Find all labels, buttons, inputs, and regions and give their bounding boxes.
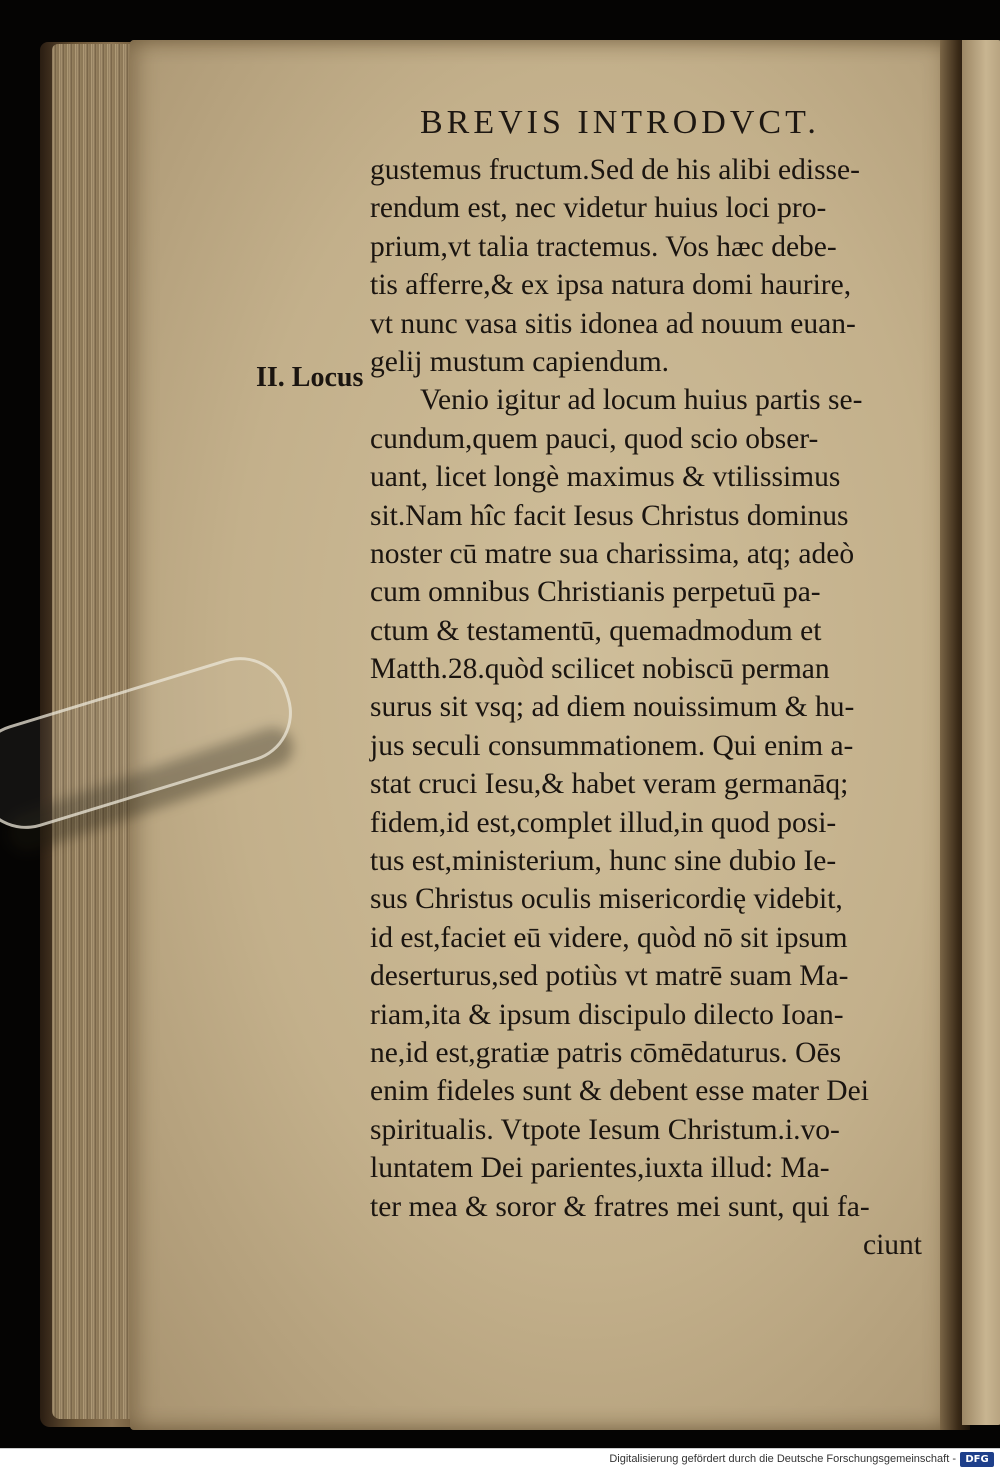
- catchword: ciunt: [863, 1228, 922, 1261]
- text-line: ctum & testamentū, quemadmodum et: [370, 614, 822, 647]
- text-line: luntatem Dei parientes,iuxta illud: Ma-: [370, 1152, 830, 1185]
- text-line: gelij mustum capiendum.: [370, 345, 670, 378]
- text-line: cundum,quem pauci, quod scio obser-: [370, 422, 819, 455]
- text-line: tis afferre,& ex ipsa natura domi haurire,: [370, 269, 852, 302]
- text-line: rendum est, nec videtur huius loci pro-: [370, 192, 827, 225]
- text-line: prium,vt talia tractemus. Vos hæc debe-: [370, 230, 837, 263]
- text-line: enim fideles sunt & debent esse mater Dei: [370, 1075, 869, 1108]
- text-line: id est,faciet eū videre, quòd nō sit ipsum: [370, 921, 848, 954]
- text-line: Matth.28.quòd scilicet nobiscū perman: [370, 653, 830, 686]
- text-line: vt nunc vasa sitis idonea ad nouum euan-: [370, 307, 856, 340]
- digitization-footer: [0, 1448, 1000, 1471]
- text-line: Venio igitur ad locum huius partis se-: [420, 384, 863, 417]
- text-line: sit.Nam hîc facit Iesus Christus dominus: [370, 499, 849, 532]
- footer-credit: Digitalisierung gefördert durch die Deutsche Forschungsgemeinschaft -: [609, 1453, 956, 1465]
- facing-page-edge: [962, 40, 1000, 1425]
- text-line: sus Christus oculis misericordię videbit,: [370, 883, 843, 916]
- text-line: noster cū matre sua charissima, atq; adeò: [370, 537, 855, 570]
- text-line: ne,id est,gratiæ patris cōmēdaturus. Oēs: [370, 1036, 842, 1069]
- text-line: ter mea & soror & fratres mei sunt, qui fa-: [370, 1190, 870, 1223]
- text-line: spiritualis. Vtpote Iesum Christum.i.vo-: [370, 1113, 840, 1146]
- text-line: uant, licet longè maximus & vtilissimus: [370, 461, 841, 494]
- body-text: [370, 151, 930, 1264]
- text-line: tus est,ministerium, hunc sine dubio Ie-: [370, 845, 837, 878]
- text-line: deserturus,sed potiùs vt matrē suam Ma-: [370, 960, 849, 993]
- running-head: BREVIS INTRODVCT.: [420, 104, 820, 141]
- marginal-note: II. Locus: [256, 362, 364, 393]
- text-line: fidem,id est,complet illud,in quod posi-: [370, 806, 837, 839]
- text-line: surus sit vsq; ad diem nouissimum & hu-: [370, 691, 855, 724]
- text-line: riam,ita & ipsum discipulo dilecto Ioan-: [370, 998, 844, 1031]
- text-line: cum omnibus Christianis perpetuū pa-: [370, 576, 821, 609]
- dfg-logo-icon: DFG: [960, 1452, 994, 1467]
- text-line: jus seculi consummationem. Qui enim a-: [370, 729, 854, 762]
- text-line: gustemus fructum.Sed de his alibi edisse-: [370, 154, 860, 186]
- text-line: stat cruci Iesu,& habet veram germanāq;: [370, 768, 849, 801]
